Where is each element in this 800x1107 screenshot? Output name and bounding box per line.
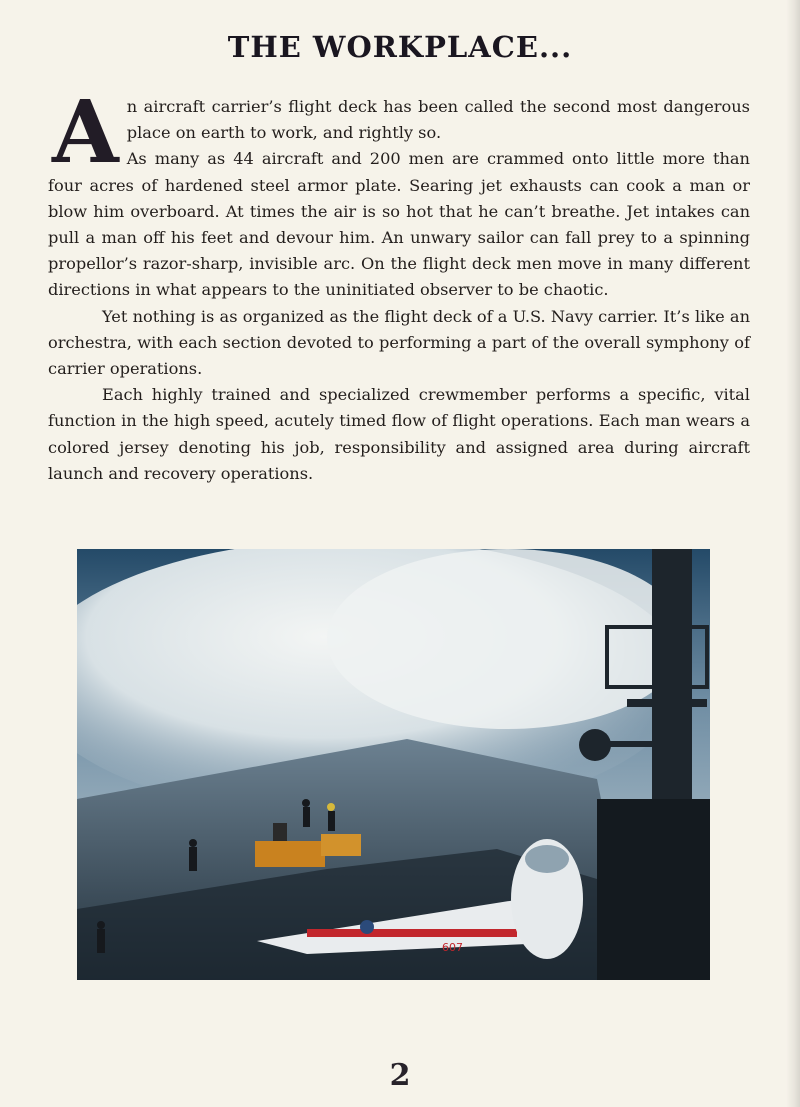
drop-cap: A — [52, 82, 119, 183]
flight-deck-photo — [77, 549, 710, 980]
article-body — [48, 82, 750, 487]
paragraph-3: Yet nothing is as organized as the flight deck of a U.S. Navy carrier. It’s like an orchestra, with each section devoted to performing a part of the overall symphony of carrier operations. — [48, 306, 750, 379]
flight-deck-illustration — [77, 549, 710, 980]
page-number: 2 — [389, 1058, 411, 1093]
paragraph-1-text: n aircraft carrier’s flight deck has been called the second most dangerous place on earth to work, and rightly so. — [126, 97, 750, 143]
aircraft-number: 607 — [442, 941, 463, 954]
paragraph-2: As many as 44 aircraft and 200 men are crammed onto little more than four acres of hardened steel armor plate. Searing jet exhausts can cook a man or blow him overboard. At times the air is so hot that he can’t breathe. Jet intakes can pull a man off his feet and devour him. An unwary sailor can fall prey to a spinning propellor’s razor-sharp, invisible arc. On the flight deck men move in many different directions in what appears to the uninitiated observer to be chaotic. — [48, 149, 750, 300]
page-title: THE WORKPLACE... — [227, 30, 573, 64]
paragraph-1 — [48, 82, 750, 183]
page-edge-shadow — [786, 0, 800, 1107]
paragraph-4: Each highly trained and specialized crewmember performs a specific, vital function in the high speed, acutely timed flow of flight operations. Each man wears a colored jersey denoting his job, responsibility and assigned area during aircraft launch and recovery operations. — [48, 385, 750, 483]
